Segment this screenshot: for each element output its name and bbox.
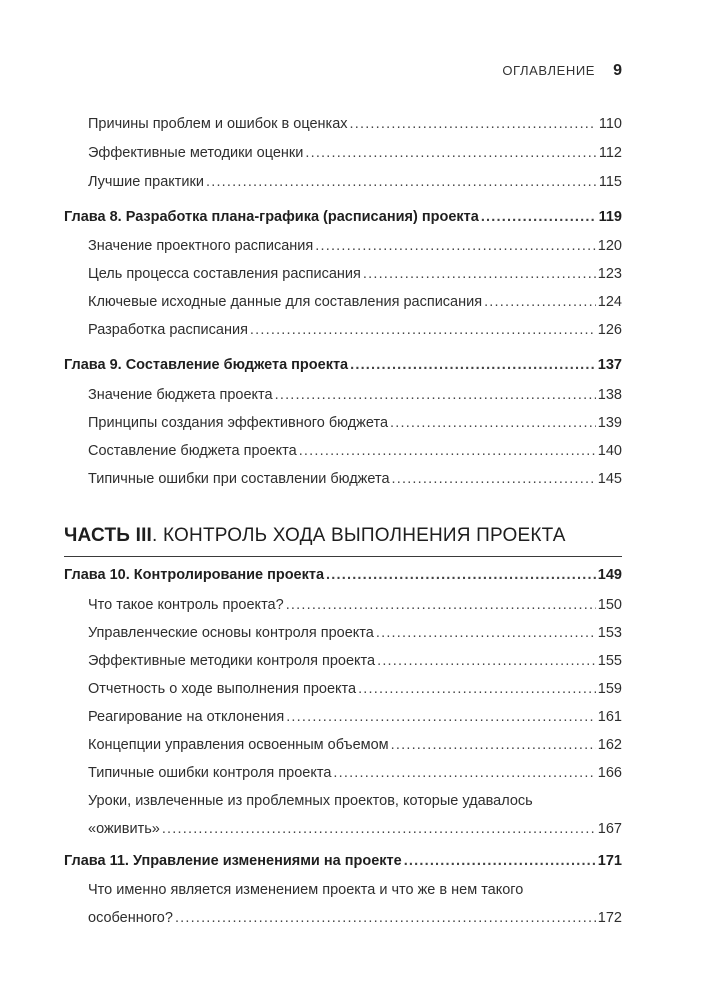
toc-entry[interactable] [88, 143, 622, 163]
toc-entry-title: Эффективные методики оценки [88, 145, 304, 161]
dot-leader [377, 651, 596, 671]
toc-entry-title: Цель процесса составления расписания [88, 266, 361, 282]
dot-leader [206, 172, 596, 192]
running-head [502, 62, 622, 80]
chapter-page: 171 [597, 853, 622, 869]
toc-entry-title: Составление бюджета проекта [88, 443, 297, 459]
toc-entry-title: Разработка расписания [88, 322, 248, 338]
toc-entry-title: Лучшие практики [88, 174, 204, 190]
chapter-title: Глава 11. Управление изменениями на проекте [64, 853, 402, 869]
toc-entry-page: 110 [598, 116, 622, 132]
chapter-page: 149 [597, 567, 622, 583]
part-title: . КОНТРОЛЬ ХОДА ВЫПОЛНЕНИЯ ПРОЕКТА [152, 525, 566, 546]
toc-entry[interactable] [88, 292, 622, 312]
chapter-title: Глава 10. Контролирование проекта [64, 567, 325, 583]
toc-entry-multiline[interactable] [88, 791, 622, 839]
toc-entry-page: 115 [598, 174, 622, 190]
toc-entry-page: 172 [597, 910, 622, 926]
toc-entry[interactable] [88, 735, 622, 755]
toc-entry[interactable] [88, 623, 622, 643]
dot-leader [484, 292, 596, 312]
toc-entry[interactable] [88, 679, 622, 699]
dot-leader [333, 763, 595, 783]
dot-leader [350, 114, 596, 134]
toc-entry-title-line2: особенного? [88, 910, 173, 926]
toc-entry-page: 155 [597, 653, 622, 669]
dot-leader [299, 441, 596, 461]
toc-entry-page: 167 [597, 821, 622, 837]
toc-entry[interactable] [88, 707, 622, 727]
running-head-title: ОГЛАВЛЕНИЕ [502, 63, 596, 78]
dot-leader [286, 707, 596, 727]
toc-entry-title: Концепции управления освоенным объемом [88, 737, 389, 753]
toc-entry-page: 153 [597, 625, 622, 641]
dot-leader [162, 819, 596, 839]
toc-entry-page: 124 [597, 294, 622, 310]
part-number: ЧАСТЬ III [64, 525, 153, 546]
toc-entry[interactable] [88, 469, 622, 489]
dot-leader [376, 623, 596, 643]
toc-entry[interactable] [88, 114, 622, 134]
part-heading [64, 525, 566, 547]
toc-entry-page: 145 [597, 471, 622, 487]
chapter-title: Глава 8. Разработка плана-графика (расписания) проекта [64, 209, 479, 225]
toc-entry[interactable] [88, 595, 622, 615]
toc-entry-page: 162 [597, 737, 622, 753]
dot-leader [326, 565, 596, 585]
toc-entry-page: 112 [598, 145, 622, 161]
toc-entry-title: Реагирование на отклонения [88, 709, 285, 725]
toc-entry-page: 140 [597, 443, 622, 459]
toc-entry[interactable] [88, 236, 622, 256]
toc-entry-title: Ключевые исходные данные для составления расписания [88, 294, 483, 310]
toc-entry-title: Отчетность о ходе выполнения проекта [88, 681, 357, 697]
toc-entry[interactable] [88, 413, 622, 433]
dot-leader [392, 469, 596, 489]
toc-entry-title-line1: Уроки, извлеченные из проблемных проектов, которые удавалось [88, 793, 533, 809]
toc-entry-title-line2: «оживить» [88, 821, 160, 837]
dot-leader [250, 320, 596, 340]
chapter-title: Глава 9. Составление бюджета проекта [64, 357, 349, 373]
dot-leader [481, 207, 596, 227]
toc-entry-page: 166 [597, 765, 622, 781]
toc-entry-title: Типичные ошибки при составлении бюджета [88, 471, 390, 487]
toc-entry[interactable] [88, 172, 622, 192]
dot-leader [391, 735, 596, 755]
toc-entry-page: 126 [597, 322, 622, 338]
toc-entry[interactable] [88, 763, 622, 783]
toc-entry-title-line1: Что именно является изменением проекта и что же в нем такого [88, 882, 524, 898]
dot-leader [363, 264, 596, 284]
dot-leader [305, 143, 596, 163]
toc-entry-title: Принципы создания эффективного бюджета [88, 415, 389, 431]
toc-entry-title: Что такое контроль проекта? [88, 597, 284, 613]
toc-entry-page: 138 [597, 387, 622, 403]
toc-entry-title: Типичные ошибки контроля проекта [88, 765, 332, 781]
dot-leader [358, 679, 596, 699]
page-number: 9 [613, 62, 622, 79]
toc-entry-title: Значение проектного расписания [88, 238, 314, 254]
toc-entry-title: Эффективные методики контроля проекта [88, 653, 376, 669]
toc-chapter-10[interactable] [64, 565, 622, 585]
toc-entry[interactable] [88, 264, 622, 284]
toc-entry-title: Управленческие основы контроля проекта [88, 625, 374, 641]
toc-chapter-9[interactable] [64, 355, 622, 375]
dot-leader [286, 595, 596, 615]
toc-chapter-11[interactable] [64, 851, 622, 871]
dot-leader [350, 355, 596, 375]
toc-chapter-8[interactable] [64, 207, 622, 227]
toc-entry-title: Значение бюджета проекта [88, 387, 273, 403]
toc-entry[interactable] [88, 651, 622, 671]
toc-entry[interactable] [88, 441, 622, 461]
toc-entry-page: 139 [597, 415, 622, 431]
toc-entry[interactable] [88, 320, 622, 340]
toc-entry-page: 120 [597, 238, 622, 254]
toc-entry-page: 159 [597, 681, 622, 697]
toc-entry-page: 161 [597, 709, 622, 725]
dot-leader [315, 236, 596, 256]
toc-entry-title: Причины проблем и ошибок в оценках [88, 116, 348, 132]
dot-leader [175, 908, 596, 928]
dot-leader [275, 385, 596, 405]
toc-entry-multiline[interactable] [88, 880, 622, 928]
dot-leader [390, 413, 596, 433]
chapter-page: 119 [598, 209, 622, 225]
toc-entry[interactable] [88, 385, 622, 405]
toc-entry-page: 123 [597, 266, 622, 282]
part-divider [64, 556, 622, 557]
toc-entry-page: 150 [597, 597, 622, 613]
chapter-page: 137 [597, 357, 622, 373]
dot-leader [404, 851, 596, 871]
